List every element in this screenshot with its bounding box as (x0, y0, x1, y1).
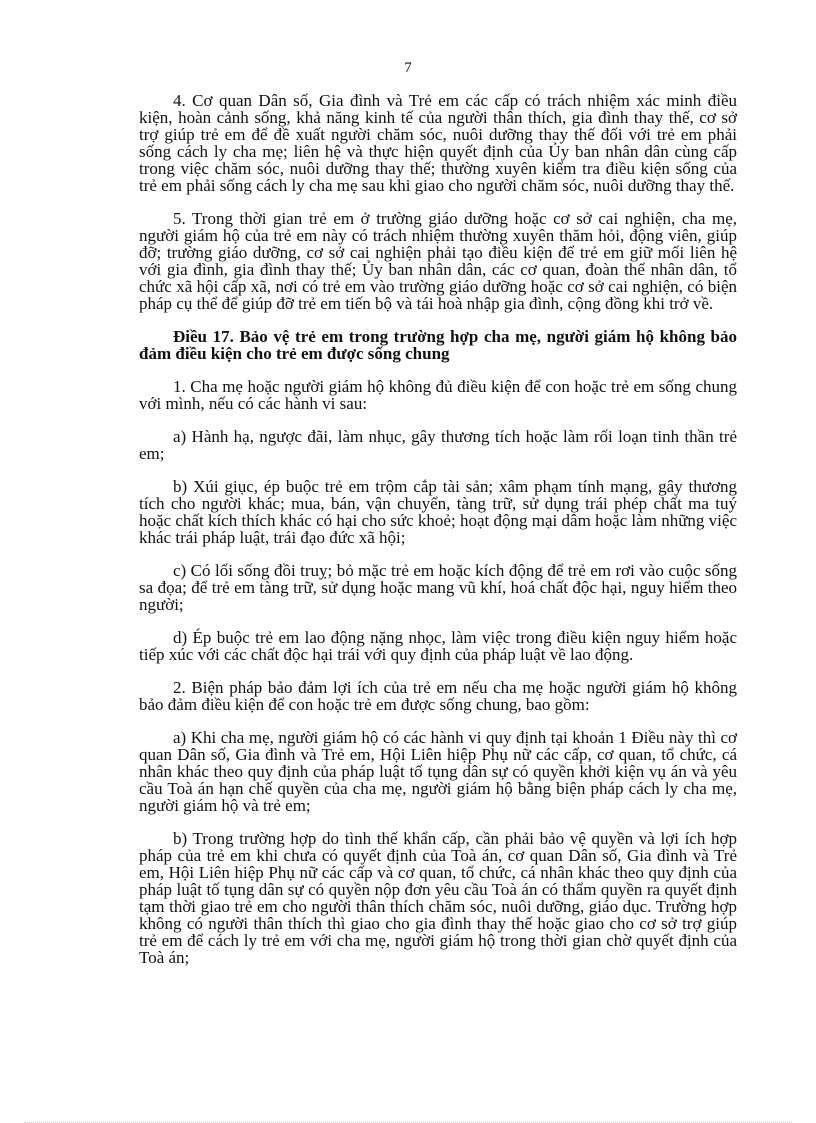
page-number: 7 (404, 60, 412, 76)
paragraph-clause-5: 5. Trong thời gian trẻ em ở trường giáo dưỡng hoặc cơ sở cai nghiện, cha mẹ, người giám hộ của trẻ em này có trách nhiệm thường xuyên thăm hỏi, động viên, giúp đỡ; trường giáo dưỡng, cơ sở cai nghiện phải tạo điều kiện để trẻ em giữ mối liên hệ với gia đình, gia đình thay thế; Ủy ban nhân dân, các cơ quan, đoàn thể nhân dân, tổ chức xã hội cấp xã, nơi có trẻ em vào trường giáo dưỡng hoặc cơ sở cai nghiện, có biện pháp cụ thể để giúp đỡ trẻ em tiến bộ và tái hoà nhập gia đình, cộng đồng khi trở về. (139, 209, 737, 313)
paragraph-clause-2-point-b: b) Trong trường hợp do tình thế khẩn cấp, cần phải bảo vệ quyền và lợi ích hợp pháp của trẻ em khi chưa có quyết định của Toà án, cơ quan Dân số, Gia đình và Trẻ em, Hội Liên hiệp Phụ nữ các cấp và cơ quan, tổ chức, cá nhân khác theo quy định của pháp luật tố tụng dân sự có quyền nộp đơn yêu cầu Toà án có thẩm quyền ra quyết định tạm thời giao trẻ em cho người thân thích chăm sóc, nuôi dưỡng, giáo dục. Trường hợp không có người thân thích thì giao cho gia đình thay thế hoặc giao cho cơ sở trợ giúp trẻ em để cách ly trẻ em với cha mẹ, người giám hộ trong thời gian chờ quyết định của Toà án; (139, 829, 737, 967)
document-body (139, 92, 737, 982)
paragraph-article-17-clause-2: 2. Biện pháp bảo đảm lợi ích của trẻ em nếu cha mẹ hoặc người giám hộ không bảo đảm điều kiện để con hoặc trẻ em được sống chung, bao gồm: (139, 678, 737, 714)
paragraph-clause-4: 4. Cơ quan Dân số, Gia đình và Trẻ em các cấp có trách nhiệm xác minh điều kiện, hoàn cảnh sống, khả năng kinh tế của người thân thích, gia đình thay thế, cơ sở trợ giúp trẻ em để đề xuất người chăm sóc, nuôi dưỡng thay thế đối với trẻ em phải sống cách ly cha mẹ; liên hệ và thực hiện quyết định của Ủy ban nhân dân cùng cấp trong việc chăm sóc, nuôi dưỡng thay thế; thường xuyên kiểm tra điều kiện sống của trẻ em phải sống cách ly cha mẹ sau khi giao cho người chăm sóc, nuôi dưỡng thay thế. (139, 91, 737, 195)
paragraph-article-17-clause-1: 1. Cha mẹ hoặc người giám hộ không đủ điều kiện để con hoặc trẻ em sống chung với mình, nếu có các hành vi sau: (139, 377, 737, 413)
paragraph-point-d: d) Ép buộc trẻ em lao động nặng nhọc, làm việc trong điều kiện nguy hiểm hoặc tiếp xúc với các chất độc hại trái với quy định của pháp luật về lao động. (139, 628, 737, 664)
paragraph-point-b: b) Xúi giục, ép buộc trẻ em trộm cắp tài sản; xâm phạm tính mạng, gây thương tích cho người khác; mua, bán, vận chuyển, tàng trữ, sử dụng trái phép chất ma tuý hoặc chất kích thích khác có hại cho sức khoẻ; hoạt động mại dâm hoặc làm những việc khác trái pháp luật, trái đạo đức xã hội; (139, 477, 737, 547)
paragraph-clause-2-point-a: a) Khi cha mẹ, người giám hộ có các hành vi quy định tại khoản 1 Điều này thì cơ quan Dân số, Gia đình và Trẻ em, Hội Liên hiệp Phụ nữ các cấp, cơ quan, tổ chức, cá nhân khác theo quy định của pháp luật tố tụng dân sự có quyền khởi kiện vụ án và yêu cầu Toà án hạn chế quyền của cha mẹ, người giám hộ bằng biện pháp cách ly cha mẹ, người giám hộ và trẻ em; (139, 728, 737, 815)
paragraph-point-a: a) Hành hạ, ngược đãi, làm nhục, gây thương tích hoặc làm rối loạn tinh thần trẻ em; (139, 427, 737, 463)
paragraph-point-c: c) Có lối sống đồi truỵ; bỏ mặc trẻ em hoặc kích động để trẻ em rơi vào cuộc sống sa đọa; để trẻ em tàng trữ, sử dụng hoặc mang vũ khí, hoá chất độc hại, nguy hiểm theo người; (139, 561, 737, 614)
article-17-heading: Điều 17. Bảo vệ trẻ em trong trường hợp cha mẹ, người giám hộ không bảo đảm điều kiện cho trẻ em được sống chung (139, 327, 737, 363)
